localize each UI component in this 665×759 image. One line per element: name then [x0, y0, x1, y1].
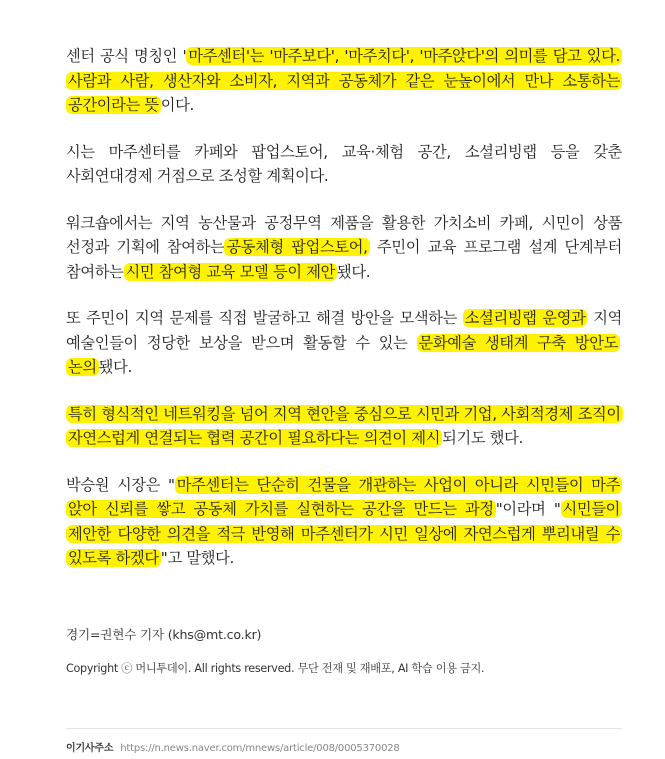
highlighted-segment: 시민들이 제안한 다양한 의견을 적극 반영해 마주센터가 시민 일상에 자연스럽게 뿌리내릴 수 있도록 하겠다	[68, 500, 621, 567]
highlighted-segment: 공동체형 팝업스토어,	[226, 238, 368, 256]
highlighted-segment: 마주센터'는 '마주보다', '마주치다', '마주앉다'의 의미를 담고 있다. 사람과 사람, 생산자와 소비자, 지역과 공동체가 같은 눈높이에서 만나 소통하는 공간이라는 뜻	[68, 47, 621, 114]
article-paragraph-3	[66, 211, 622, 285]
paragraph-segment: "이라며 "	[495, 500, 561, 518]
footer-divider	[66, 728, 622, 729]
highlighted-segment: 문화예술 생태계 구축 방안도 논의	[68, 333, 618, 376]
paragraph-segment: 또 주민이 지역 문제를 직접 발굴하고 해결 방안을 모색하는	[66, 309, 463, 327]
highlighted-segment: 소셜리빙랩 운영과	[464, 309, 586, 327]
paragraph-segment: 박승원 시장은 "	[66, 475, 175, 494]
reporter-byline: 경기=권현수 기자 (khs@mt.co.kr)	[66, 627, 262, 642]
paragraph-segment: 센터 공식 명칭인 '	[66, 47, 187, 65]
article-paragraph-2	[66, 140, 622, 189]
paragraph-segment: 워크숍에서는 지역 농산물과 공정무역 제품을 활용한 가치소비 카페, 시민이 상품 선정과 기획에 참여하는	[66, 213, 622, 256]
paragraph-segment: 됐다.	[336, 262, 371, 281]
highlighted-segment: 특히 형식적인 네트워킹을 넘어 지역 현안을 중심으로 시민과 기업, 사회적경제 조직이 자연스럽게 연결되는 협력 공간이 필요하다는 의견이 제시	[68, 404, 621, 447]
paragraph-segment: 주민이 교육 프로그램 설계 단계부터 참여하는	[66, 238, 622, 281]
article-url-link[interactable]: https://n.news.naver.com/mnews/article/008/0005370028	[120, 743, 400, 754]
article-source	[66, 739, 400, 754]
paragraph-segment: 됐다.	[98, 358, 133, 376]
highlighted-segment: 시민 참여형 교육 모델 등이 제안	[125, 262, 335, 281]
article-paragraph-6	[66, 473, 622, 571]
article-paragraph-1	[66, 44, 622, 118]
paragraph-segment: 지역 예술인들이 정당한 보상을 받으며 활동할 수 있는	[66, 309, 622, 352]
paragraph-segment: 되기도 했다.	[442, 429, 523, 447]
paragraph-segment: 시는 마주센터를 카페와 팝업스토어, 교육·체험 공간, 소셜리빙랩 등을 갖춘 사회연대경제 거점으로 조성할 계획이다.	[66, 142, 622, 185]
article-body	[66, 44, 622, 593]
highlighted-segment: 마주센터는 단순히 건물을 개관하는 사업이 아니라 시민들이 마주 앉아 신뢰를 쌓고 공동체 가치를 실현하는 공간을 만드는 과정	[68, 475, 621, 518]
copyright-notice: Copyright ⓒ 머니투데이. All rights reserved. 무단 전재 및 재배포, AI 학습 이용 금지.	[66, 662, 485, 675]
paragraph-segment: "고 말했다.	[160, 549, 234, 567]
article-paragraph-5	[66, 402, 622, 451]
source-label: 이기사주소	[66, 743, 114, 754]
article-paragraph-4	[66, 306, 622, 380]
paragraph-segment: 이다.	[160, 96, 195, 114]
